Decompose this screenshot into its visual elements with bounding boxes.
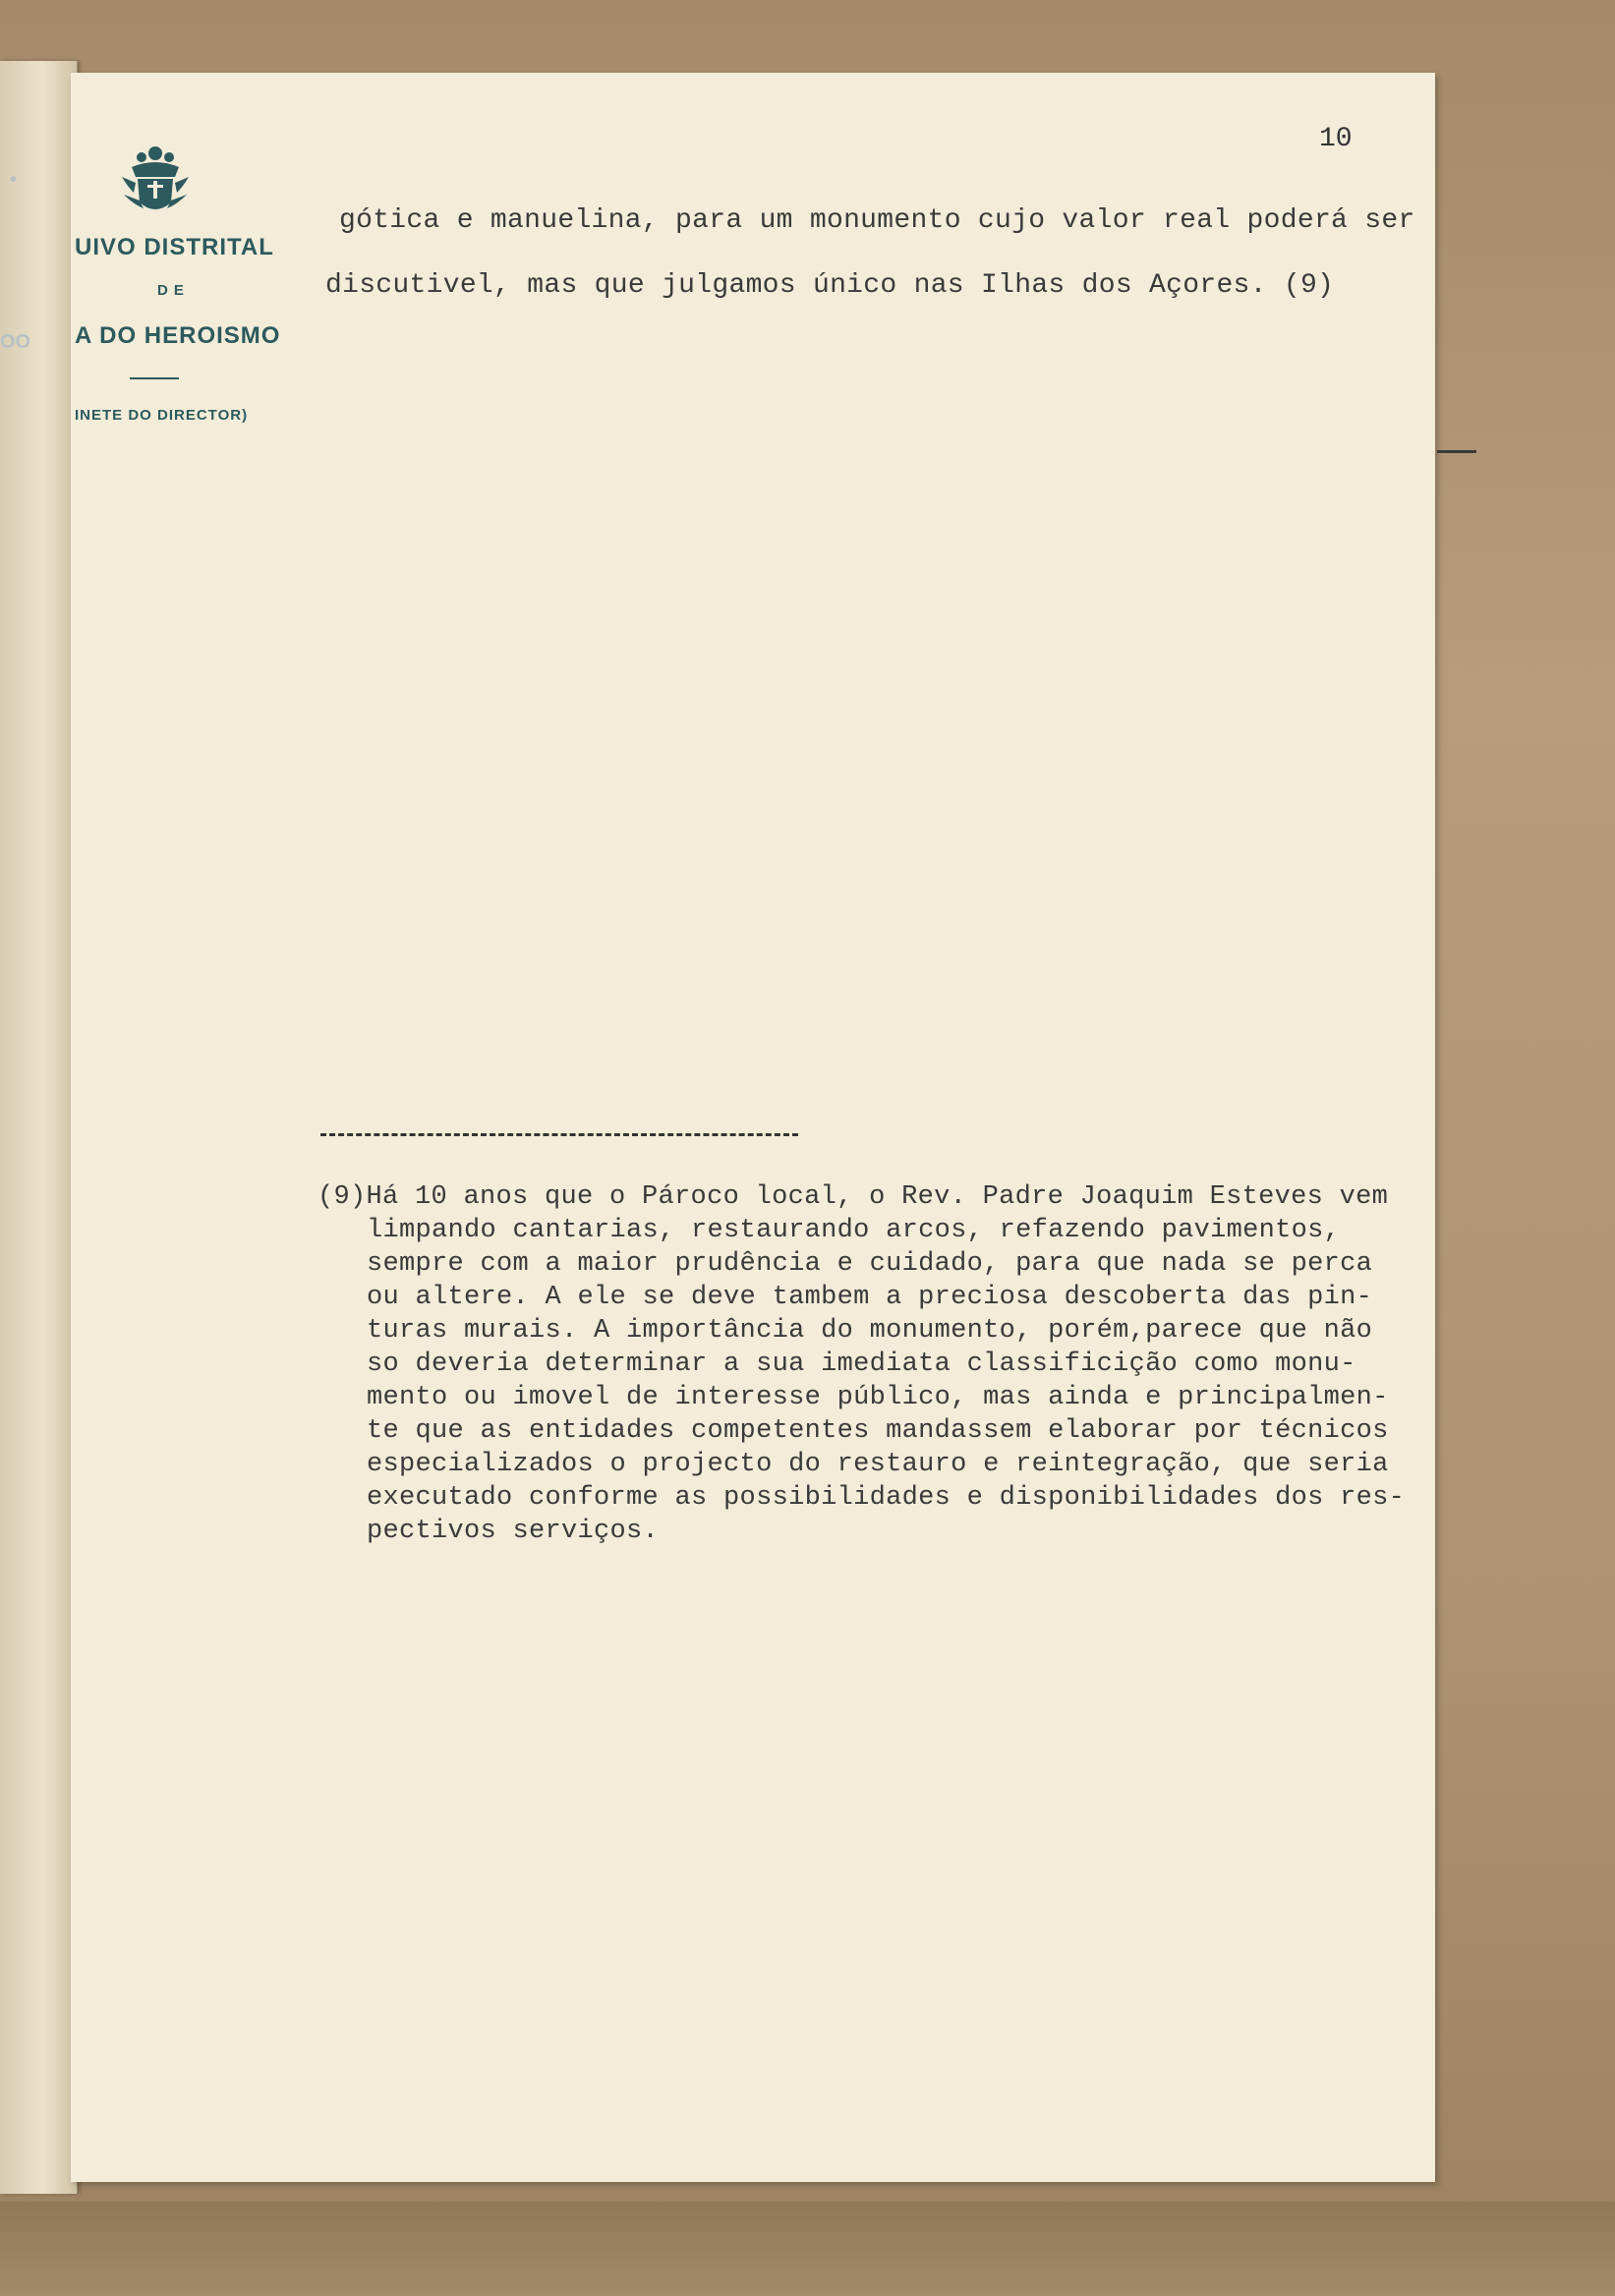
document-page	[71, 73, 1435, 2182]
page-number: 10	[1319, 124, 1353, 154]
footnote-line: so deveria determinar a sua imediata classificição como monu-	[367, 1349, 1356, 1379]
body-line: gótica e manuelina, para um monumento cujo valor real poderá ser	[339, 205, 1415, 236]
header-office-line: INETE DO DIRECTOR)	[75, 407, 249, 424]
footnote-line: sempre com a maior prudência e cuidado, para que nada se perca	[367, 1249, 1373, 1279]
footnote-line: mento ou imovel de interesse público, mas ainda e principalmen-	[367, 1383, 1389, 1412]
footnote-line: executado conforme as possibilidades e disponibilidades dos res-	[367, 1483, 1406, 1513]
footnote-line: turas murais. A importância do monumento, porém,parece que não	[367, 1316, 1373, 1346]
header-de-line: DE	[157, 282, 190, 299]
footnote-line: (9)Há 10 anos que o Pároco local, o Rev. Padre Joaquim Esteves vem	[317, 1182, 1389, 1212]
footnote-line: especializados o projecto do restauro e reintegração, que seria	[367, 1450, 1389, 1479]
footnote-line: pectivos serviços.	[367, 1517, 660, 1546]
background-board-bottom	[0, 2202, 1615, 2296]
footnote-line: ou altere. A ele se deve tambem a preciosa descoberta das pin-	[367, 1283, 1373, 1312]
underlying-sheet	[0, 61, 78, 2194]
header-archive-line: UIVO DISTRITAL	[75, 234, 274, 260]
header-rule	[130, 377, 179, 379]
coat-of-arms-icon	[114, 144, 197, 220]
margin-mark	[1437, 450, 1476, 453]
underlying-sheet-mark: •	[10, 169, 18, 191]
footnote-line: te que as entidades competentes mandassem elaborar por técnicos	[367, 1416, 1389, 1446]
body-line: discutivel, mas que julgamos único nas Ilhas dos Açores. (9)	[325, 270, 1335, 301]
footnote-line: limpando cantarias, restaurando arcos, refazendo pavimentos,	[367, 1216, 1341, 1245]
underlying-sheet-mark: OO	[0, 331, 31, 353]
footnote-separator	[320, 1133, 798, 1136]
header-city-line: A DO HEROISMO	[75, 322, 281, 349]
